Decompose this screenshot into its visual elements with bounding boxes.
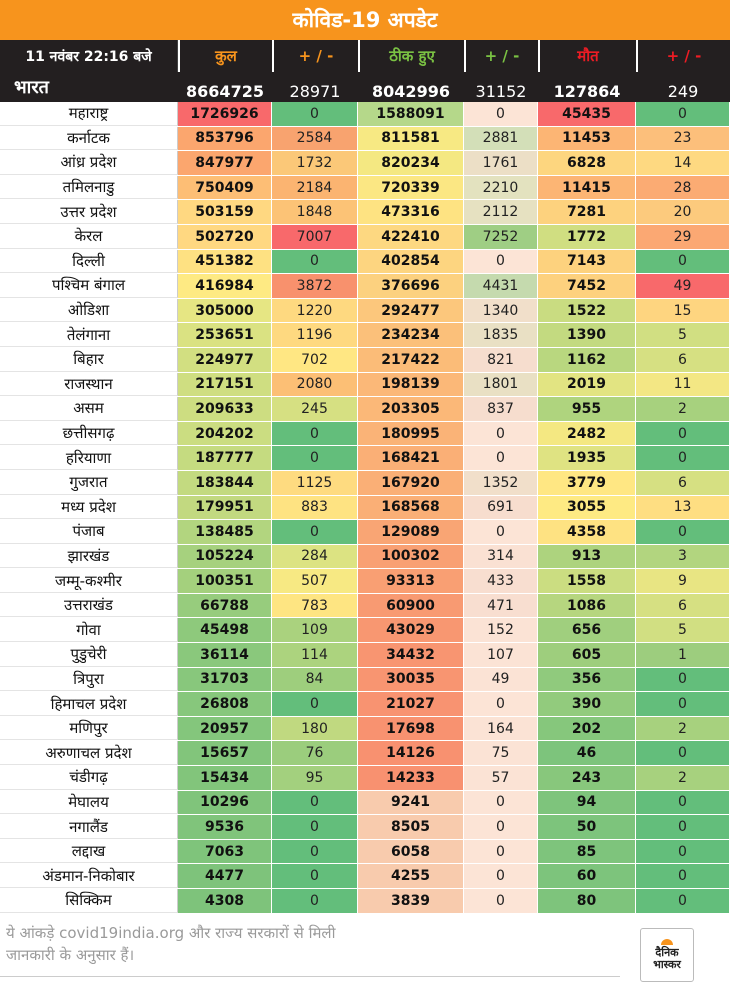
deaths-cell: 202 (538, 717, 636, 741)
state-name: गुजरात (0, 471, 178, 495)
total-cell: 224977 (178, 348, 272, 372)
recovered-cell: 1588091 (358, 102, 464, 126)
recovered-cell: 811581 (358, 127, 464, 151)
recovered-delta-cell: 107 (464, 643, 538, 667)
total-delta-cell: 783 (272, 594, 358, 618)
deaths-delta-cell: 0 (636, 864, 730, 888)
recovered-cell: 21027 (358, 692, 464, 716)
total-delta-cell: 507 (272, 569, 358, 593)
header-deaths-delta: + / - (636, 40, 730, 72)
state-name: गोवा (0, 618, 178, 642)
recovered-delta-cell: 0 (464, 815, 538, 839)
table-row (0, 127, 730, 152)
deaths-cell: 1558 (538, 569, 636, 593)
recovered-cell: 3839 (358, 889, 464, 913)
total-cell: 105224 (178, 545, 272, 569)
state-name: जम्मू-कश्मीर (0, 569, 178, 593)
total-cell: 183844 (178, 471, 272, 495)
deaths-delta-cell: 28 (636, 176, 730, 200)
recovered-cell: 234234 (358, 323, 464, 347)
total-delta-cell: 284 (272, 545, 358, 569)
state-name: तमिलनाडु (0, 176, 178, 200)
recovered-cell: 720339 (358, 176, 464, 200)
deaths-cell: 11415 (538, 176, 636, 200)
state-name: त्रिपुरा (0, 668, 178, 692)
deaths-delta-cell: 0 (636, 250, 730, 274)
total-delta-cell: 1125 (272, 471, 358, 495)
deaths-cell: 7281 (538, 200, 636, 224)
total-cell: 4308 (178, 889, 272, 913)
deaths-cell: 45435 (538, 102, 636, 126)
source-note: ये आंकड़े covid19india.org और राज्य सरकारों से मिली जानकारी के अनुसार हैं। (6, 924, 336, 964)
national-deaths-delta: 249 (667, 82, 699, 101)
recovered-delta-cell: 0 (464, 692, 538, 716)
total-cell: 750409 (178, 176, 272, 200)
header-recovered: ठीक हुए (358, 40, 464, 72)
state-name: तेलंगाना (0, 323, 178, 347)
recovered-cell: 198139 (358, 373, 464, 397)
deaths-cell: 3055 (538, 496, 636, 520)
recovered-delta-cell: 152 (464, 618, 538, 642)
state-name: छत्तीसगढ़ (0, 422, 178, 446)
deaths-cell: 656 (538, 618, 636, 642)
header-total: कुल (178, 40, 272, 72)
table-row (0, 520, 730, 545)
table-row (0, 545, 730, 570)
table-row (0, 151, 730, 176)
deaths-delta-cell: 29 (636, 225, 730, 249)
recovered-cell: 129089 (358, 520, 464, 544)
recovered-delta-cell: 0 (464, 102, 538, 126)
recovered-delta-cell: 471 (464, 594, 538, 618)
table-row (0, 348, 730, 373)
recovered-delta-cell: 0 (464, 422, 538, 446)
total-cell: 502720 (178, 225, 272, 249)
deaths-cell: 3779 (538, 471, 636, 495)
total-cell: 305000 (178, 299, 272, 323)
header-recovered-delta: + / - (464, 40, 538, 72)
total-cell: 15657 (178, 741, 272, 765)
deaths-cell: 46 (538, 741, 636, 765)
deaths-delta-cell: 0 (636, 741, 730, 765)
total-cell: 15434 (178, 766, 272, 790)
state-name: महाराष्ट्र (0, 102, 178, 126)
table-row (0, 323, 730, 348)
recovered-delta-cell: 1801 (464, 373, 538, 397)
deaths-delta-cell: 0 (636, 815, 730, 839)
recovered-delta-cell: 0 (464, 520, 538, 544)
deaths-delta-cell: 5 (636, 323, 730, 347)
total-cell: 253651 (178, 323, 272, 347)
total-cell: 20957 (178, 717, 272, 741)
recovered-cell: 180995 (358, 422, 464, 446)
total-delta-cell: 0 (272, 840, 358, 864)
page-title: कोविड-19 अपडेट (0, 0, 730, 40)
deaths-delta-cell: 23 (636, 127, 730, 151)
table-row (0, 569, 730, 594)
table-row (0, 864, 730, 889)
state-name: सिक्किम (0, 889, 178, 913)
deaths-delta-cell: 0 (636, 520, 730, 544)
national-total-delta: 28971 (289, 82, 341, 101)
deaths-cell: 1935 (538, 446, 636, 470)
recovered-delta-cell: 1835 (464, 323, 538, 347)
total-cell: 179951 (178, 496, 272, 520)
deaths-delta-cell: 1 (636, 643, 730, 667)
total-delta-cell: 0 (272, 520, 358, 544)
recovered-delta-cell: 0 (464, 250, 538, 274)
recovered-cell: 473316 (358, 200, 464, 224)
total-cell: 7063 (178, 840, 272, 864)
deaths-delta-cell: 9 (636, 569, 730, 593)
deaths-cell: 2019 (538, 373, 636, 397)
table-row (0, 200, 730, 225)
table-row (0, 446, 730, 471)
recovered-delta-cell: 2112 (464, 200, 538, 224)
total-cell: 847977 (178, 151, 272, 175)
deaths-delta-cell: 6 (636, 471, 730, 495)
deaths-cell: 913 (538, 545, 636, 569)
total-delta-cell: 84 (272, 668, 358, 692)
national-recovered-delta: 31152 (475, 82, 527, 101)
total-delta-cell: 0 (272, 692, 358, 716)
recovered-delta-cell: 0 (464, 840, 538, 864)
recovered-delta-cell: 2881 (464, 127, 538, 151)
deaths-delta-cell: 0 (636, 889, 730, 913)
state-name: लद्दाख (0, 840, 178, 864)
table-row (0, 299, 730, 324)
recovered-cell: 14233 (358, 766, 464, 790)
recovered-delta-cell: 691 (464, 496, 538, 520)
total-delta-cell: 2584 (272, 127, 358, 151)
table-row (0, 373, 730, 398)
recovered-cell: 217422 (358, 348, 464, 372)
state-name: हिमाचल प्रदेश (0, 692, 178, 716)
total-cell: 187777 (178, 446, 272, 470)
recovered-delta-cell: 0 (464, 446, 538, 470)
deaths-delta-cell: 5 (636, 618, 730, 642)
footer (0, 920, 730, 990)
deaths-delta-cell: 11 (636, 373, 730, 397)
table-row (0, 692, 730, 717)
deaths-delta-cell: 13 (636, 496, 730, 520)
recovered-cell: 6058 (358, 840, 464, 864)
deaths-cell: 1162 (538, 348, 636, 372)
deaths-cell: 356 (538, 668, 636, 692)
deaths-cell: 4358 (538, 520, 636, 544)
recovered-cell: 60900 (358, 594, 464, 618)
recovered-cell: 167920 (358, 471, 464, 495)
recovered-cell: 292477 (358, 299, 464, 323)
deaths-cell: 955 (538, 397, 636, 421)
table-row (0, 422, 730, 447)
recovered-delta-cell: 0 (464, 791, 538, 815)
recovered-delta-cell: 2210 (464, 176, 538, 200)
deaths-cell: 390 (538, 692, 636, 716)
deaths-cell: 605 (538, 643, 636, 667)
recovered-delta-cell: 164 (464, 717, 538, 741)
recovered-delta-cell: 7252 (464, 225, 538, 249)
state-name: कर्नाटक (0, 127, 178, 151)
total-delta-cell: 95 (272, 766, 358, 790)
total-delta-cell: 883 (272, 496, 358, 520)
total-delta-cell: 109 (272, 618, 358, 642)
recovered-delta-cell: 4431 (464, 274, 538, 298)
recovered-delta-cell: 821 (464, 348, 538, 372)
recovered-cell: 14126 (358, 741, 464, 765)
total-cell: 36114 (178, 643, 272, 667)
table-header (0, 40, 730, 72)
recovered-cell: 30035 (358, 668, 464, 692)
table-row (0, 102, 730, 127)
total-delta-cell: 0 (272, 422, 358, 446)
recovered-cell: 376696 (358, 274, 464, 298)
state-name: ओडिशा (0, 299, 178, 323)
state-name: असम (0, 397, 178, 421)
deaths-delta-cell: 0 (636, 446, 730, 470)
state-name: हरियाणा (0, 446, 178, 470)
total-cell: 138485 (178, 520, 272, 544)
deaths-delta-cell: 0 (636, 791, 730, 815)
deaths-cell: 7452 (538, 274, 636, 298)
recovered-cell: 34432 (358, 643, 464, 667)
deaths-delta-cell: 2 (636, 766, 730, 790)
deaths-delta-cell: 14 (636, 151, 730, 175)
total-cell: 10296 (178, 791, 272, 815)
logo-line-1: दैनिक (655, 946, 679, 959)
deaths-delta-cell: 0 (636, 422, 730, 446)
divider (0, 976, 620, 977)
deaths-cell: 1086 (538, 594, 636, 618)
total-cell: 100351 (178, 569, 272, 593)
deaths-cell: 1522 (538, 299, 636, 323)
deaths-delta-cell: 2 (636, 397, 730, 421)
deaths-delta-cell: 20 (636, 200, 730, 224)
recovered-delta-cell: 49 (464, 668, 538, 692)
total-delta-cell: 0 (272, 889, 358, 913)
header-total-delta: + / - (272, 40, 358, 72)
recovered-delta-cell: 837 (464, 397, 538, 421)
recovered-cell: 168568 (358, 496, 464, 520)
deaths-delta-cell: 6 (636, 348, 730, 372)
deaths-cell: 1390 (538, 323, 636, 347)
deaths-delta-cell: 6 (636, 594, 730, 618)
total-delta-cell: 0 (272, 791, 358, 815)
table-row (0, 791, 730, 816)
state-name: बिहार (0, 348, 178, 372)
total-cell: 853796 (178, 127, 272, 151)
state-name: मेघालय (0, 791, 178, 815)
total-cell: 503159 (178, 200, 272, 224)
deaths-cell: 85 (538, 840, 636, 864)
total-delta-cell: 245 (272, 397, 358, 421)
total-delta-cell: 1220 (272, 299, 358, 323)
total-delta-cell: 76 (272, 741, 358, 765)
recovered-delta-cell: 0 (464, 889, 538, 913)
recovered-delta-cell: 433 (464, 569, 538, 593)
table-row (0, 668, 730, 693)
total-delta-cell: 0 (272, 864, 358, 888)
table-row (0, 176, 730, 201)
deaths-cell: 1772 (538, 225, 636, 249)
total-delta-cell: 180 (272, 717, 358, 741)
deaths-delta-cell: 15 (636, 299, 730, 323)
recovered-cell: 168421 (358, 446, 464, 470)
state-name: केरल (0, 225, 178, 249)
state-name: नगालैंड (0, 815, 178, 839)
total-cell: 31703 (178, 668, 272, 692)
deaths-cell: 2482 (538, 422, 636, 446)
state-name: झारखंड (0, 545, 178, 569)
state-name: पश्चिम बंगाल (0, 274, 178, 298)
total-cell: 217151 (178, 373, 272, 397)
state-name: चंडीगढ़ (0, 766, 178, 790)
total-delta-cell: 1848 (272, 200, 358, 224)
table-row (0, 643, 730, 668)
sun-icon (661, 939, 673, 945)
national-deaths: 127864 (553, 82, 621, 101)
total-cell: 204202 (178, 422, 272, 446)
deaths-cell: 80 (538, 889, 636, 913)
deaths-delta-cell: 0 (636, 102, 730, 126)
deaths-cell: 11453 (538, 127, 636, 151)
total-cell: 451382 (178, 250, 272, 274)
national-total-row (0, 72, 730, 102)
deaths-cell: 243 (538, 766, 636, 790)
national-name: भारत (14, 76, 49, 98)
total-cell: 4477 (178, 864, 272, 888)
table-row (0, 840, 730, 865)
recovered-cell: 100302 (358, 545, 464, 569)
total-cell: 66788 (178, 594, 272, 618)
deaths-delta-cell: 0 (636, 668, 730, 692)
table-row (0, 889, 730, 914)
recovered-cell: 93313 (358, 569, 464, 593)
table-row (0, 618, 730, 643)
total-delta-cell: 0 (272, 815, 358, 839)
table-row (0, 766, 730, 791)
deaths-cell: 6828 (538, 151, 636, 175)
total-cell: 9536 (178, 815, 272, 839)
recovered-cell: 43029 (358, 618, 464, 642)
state-name: पुडुचेरी (0, 643, 178, 667)
recovered-cell: 9241 (358, 791, 464, 815)
recovered-cell: 8505 (358, 815, 464, 839)
total-delta-cell: 0 (272, 102, 358, 126)
table-row (0, 815, 730, 840)
recovered-delta-cell: 57 (464, 766, 538, 790)
deaths-delta-cell: 49 (636, 274, 730, 298)
state-name: आंध्र प्रदेश (0, 151, 178, 175)
recovered-delta-cell: 0 (464, 864, 538, 888)
recovered-cell: 422410 (358, 225, 464, 249)
total-delta-cell: 7007 (272, 225, 358, 249)
state-name: उत्तर प्रदेश (0, 200, 178, 224)
deaths-cell: 94 (538, 791, 636, 815)
table-row (0, 496, 730, 521)
total-delta-cell: 1196 (272, 323, 358, 347)
total-cell: 209633 (178, 397, 272, 421)
state-name: राजस्थान (0, 373, 178, 397)
recovered-cell: 203305 (358, 397, 464, 421)
table-row (0, 274, 730, 299)
deaths-delta-cell: 2 (636, 717, 730, 741)
total-delta-cell: 3872 (272, 274, 358, 298)
state-table (0, 102, 730, 914)
total-delta-cell: 2080 (272, 373, 358, 397)
logo-line-2: भास्कर (653, 958, 681, 971)
recovered-delta-cell: 314 (464, 545, 538, 569)
deaths-delta-cell: 0 (636, 840, 730, 864)
deaths-cell: 7143 (538, 250, 636, 274)
update-timestamp: 11 नवंबर 22:16 बजे (0, 40, 178, 72)
total-delta-cell: 1732 (272, 151, 358, 175)
total-delta-cell: 114 (272, 643, 358, 667)
state-name: मध्य प्रदेश (0, 496, 178, 520)
deaths-delta-cell: 3 (636, 545, 730, 569)
total-cell: 1726926 (178, 102, 272, 126)
state-name: दिल्ली (0, 250, 178, 274)
recovered-delta-cell: 1761 (464, 151, 538, 175)
dainik-bhaskar-logo (640, 928, 694, 982)
state-name: पंजाब (0, 520, 178, 544)
recovered-cell: 17698 (358, 717, 464, 741)
deaths-cell: 50 (538, 815, 636, 839)
total-delta-cell: 2184 (272, 176, 358, 200)
total-delta-cell: 0 (272, 446, 358, 470)
total-cell: 26808 (178, 692, 272, 716)
table-row (0, 250, 730, 275)
header-deaths: मौत (538, 40, 636, 72)
recovered-cell: 820234 (358, 151, 464, 175)
table-row (0, 594, 730, 619)
total-delta-cell: 702 (272, 348, 358, 372)
table-row (0, 397, 730, 422)
state-name: अरुणाचल प्रदेश (0, 741, 178, 765)
total-cell: 416984 (178, 274, 272, 298)
recovered-delta-cell: 1340 (464, 299, 538, 323)
total-cell: 45498 (178, 618, 272, 642)
recovered-cell: 402854 (358, 250, 464, 274)
national-recovered: 8042996 (372, 82, 450, 101)
national-total: 8664725 (186, 82, 264, 101)
table-row (0, 471, 730, 496)
deaths-cell: 60 (538, 864, 636, 888)
deaths-delta-cell: 0 (636, 692, 730, 716)
state-name: अंडमान-निकोबार (0, 864, 178, 888)
recovered-cell: 4255 (358, 864, 464, 888)
state-name: मणिपुर (0, 717, 178, 741)
table-row (0, 717, 730, 742)
recovered-delta-cell: 1352 (464, 471, 538, 495)
table-row (0, 225, 730, 250)
state-name: उत्तराखंड (0, 594, 178, 618)
table-row (0, 741, 730, 766)
total-delta-cell: 0 (272, 250, 358, 274)
recovered-delta-cell: 75 (464, 741, 538, 765)
